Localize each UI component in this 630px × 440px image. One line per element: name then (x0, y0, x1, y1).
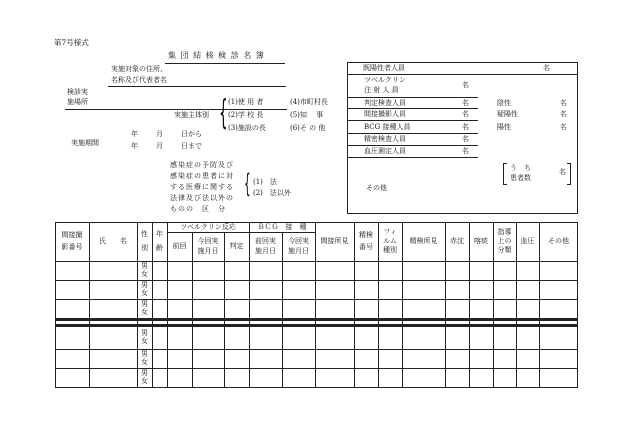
bcg-vaccination-label: BCG 接種人員 (364, 123, 411, 131)
period-year-2: 年 (131, 142, 138, 150)
patients-unit: 名 (559, 168, 566, 176)
period-label: 実施期間 (71, 139, 99, 147)
already-positive-unit: 名 (543, 64, 550, 72)
header-bcg-date: 今回実施月日 (288, 236, 309, 255)
tuberculin-injection-unit: 名 (462, 81, 469, 89)
brace-law-icon: { (244, 169, 251, 199)
header-name: 氏 名 (99, 237, 127, 246)
organizer-option-1: (1)使 用 者 (228, 98, 264, 106)
header-tub-prev: 前回 (172, 242, 187, 251)
judge-exam-unit: 名 (462, 99, 469, 107)
header-bcg: ＢＣＧ 接 種 (257, 222, 307, 231)
tuberculin-injection-label-1: ツベルクリン (364, 76, 406, 84)
negative-unit: 名 (560, 99, 567, 107)
header-sputum: 喀痰 (474, 237, 488, 246)
target-name-label: 名称及び代表者名 (111, 76, 167, 84)
bp-measure-unit: 名 (462, 147, 469, 155)
organizer-option-4: (4)市町村長 (290, 98, 328, 106)
bp-measure-label: 血圧測定人員 (364, 147, 406, 155)
header-guidance: 指導上の分類 (497, 227, 512, 255)
patients-label-1: う ち (510, 164, 531, 172)
brace-open-icon: { (219, 93, 228, 133)
organizer-option-6: (6)そ の 他 (290, 124, 326, 132)
suspect-positive-label: 疑陽性 (497, 110, 518, 118)
sex-cell-5: 男女 (141, 349, 148, 366)
law-option-2: (2) 法以外 (253, 189, 291, 197)
period-day-from: 日から (181, 130, 202, 138)
law-text-4: 法律及び法以外の (170, 194, 234, 202)
law-text-3: する医療に関する (170, 183, 234, 191)
header-film-type: フィルム種別 (383, 227, 397, 255)
precise-exam-label: 精密検査人員 (364, 135, 406, 143)
sex-cell-4: 男女 (141, 329, 148, 345)
header-indirect-number: 間接撮影番号 (61, 231, 83, 251)
patients-label-2: 患者数 (510, 174, 531, 182)
header-tub-date: 今回実施月日 (197, 236, 219, 255)
judge-exam-label: 判定検査人員 (364, 99, 406, 107)
header-age: 年齢 (156, 230, 163, 252)
header-bcg-prev: 前回実施月日 (255, 236, 276, 255)
organizer-option-2: (2)学 校 長 (228, 111, 264, 119)
organizer-label: 実施主体別 (174, 111, 209, 119)
document-title: 集 団 結 核 検 診 名 簿 (168, 51, 265, 60)
precise-exam-unit: 名 (462, 135, 469, 143)
law-text-2: 感染症の患者に対 (170, 172, 234, 180)
header-blood-pressure: 血圧 (520, 237, 535, 246)
organizer-option-5: (5)知 事 (290, 111, 324, 119)
tuberculin-injection-label-2: 注 射 人 員 (364, 86, 399, 94)
site-label-line2: 施場所 (67, 98, 88, 106)
header-precise-findings: 精検所見 (409, 237, 438, 246)
indirect-photo-label: 間接撮影人員 (364, 110, 406, 118)
indirect-photo-unit: 名 (462, 110, 469, 118)
bcg-vaccination-unit: 名 (462, 123, 469, 131)
sex-cell-1: 男女 (141, 261, 148, 278)
sex-cell-3: 男女 (141, 299, 148, 316)
organizer-option-3: (3)施設の長 (228, 124, 266, 132)
law-text-5: ものの 区 分 (170, 205, 226, 213)
negative-label: 陰性 (497, 99, 511, 107)
header-tub-judge: 判定 (229, 242, 244, 251)
site-label-line1: 検診実 (67, 88, 88, 96)
period-year-1: 年 (131, 130, 138, 138)
law-option-1: (1) 法 (253, 178, 277, 186)
law-text-1: 感染症の予防及び (170, 161, 234, 169)
period-month-1: 月 (156, 130, 163, 138)
header-other: その他 (548, 237, 569, 246)
sex-cell-6: 男女 (141, 369, 148, 385)
header-precise-number: 精検番号 (359, 231, 373, 251)
other-label: その他 (366, 184, 387, 192)
already-positive-label: 既陽性者人員 (363, 64, 405, 72)
form-number: 第7号様式 (54, 38, 89, 47)
positive-unit: 名 (560, 123, 567, 131)
header-sex: 性別 (141, 230, 148, 252)
positive-label: 陽性 (497, 123, 511, 131)
bracket-left-icon (503, 163, 507, 185)
period-day-to: 日まで (181, 142, 202, 150)
target-address-label: 実施対象の住所、 (111, 65, 167, 73)
header-tuberculin: ツベルクリン反応 (180, 222, 236, 231)
sex-cell-2: 男女 (141, 280, 148, 297)
bracket-right-icon (567, 163, 571, 185)
header-esr: 赤沈 (450, 237, 464, 246)
suspect-positive-unit: 名 (560, 110, 567, 118)
header-indirect-findings: 間接所見 (320, 237, 349, 246)
period-month-2: 月 (156, 142, 163, 150)
